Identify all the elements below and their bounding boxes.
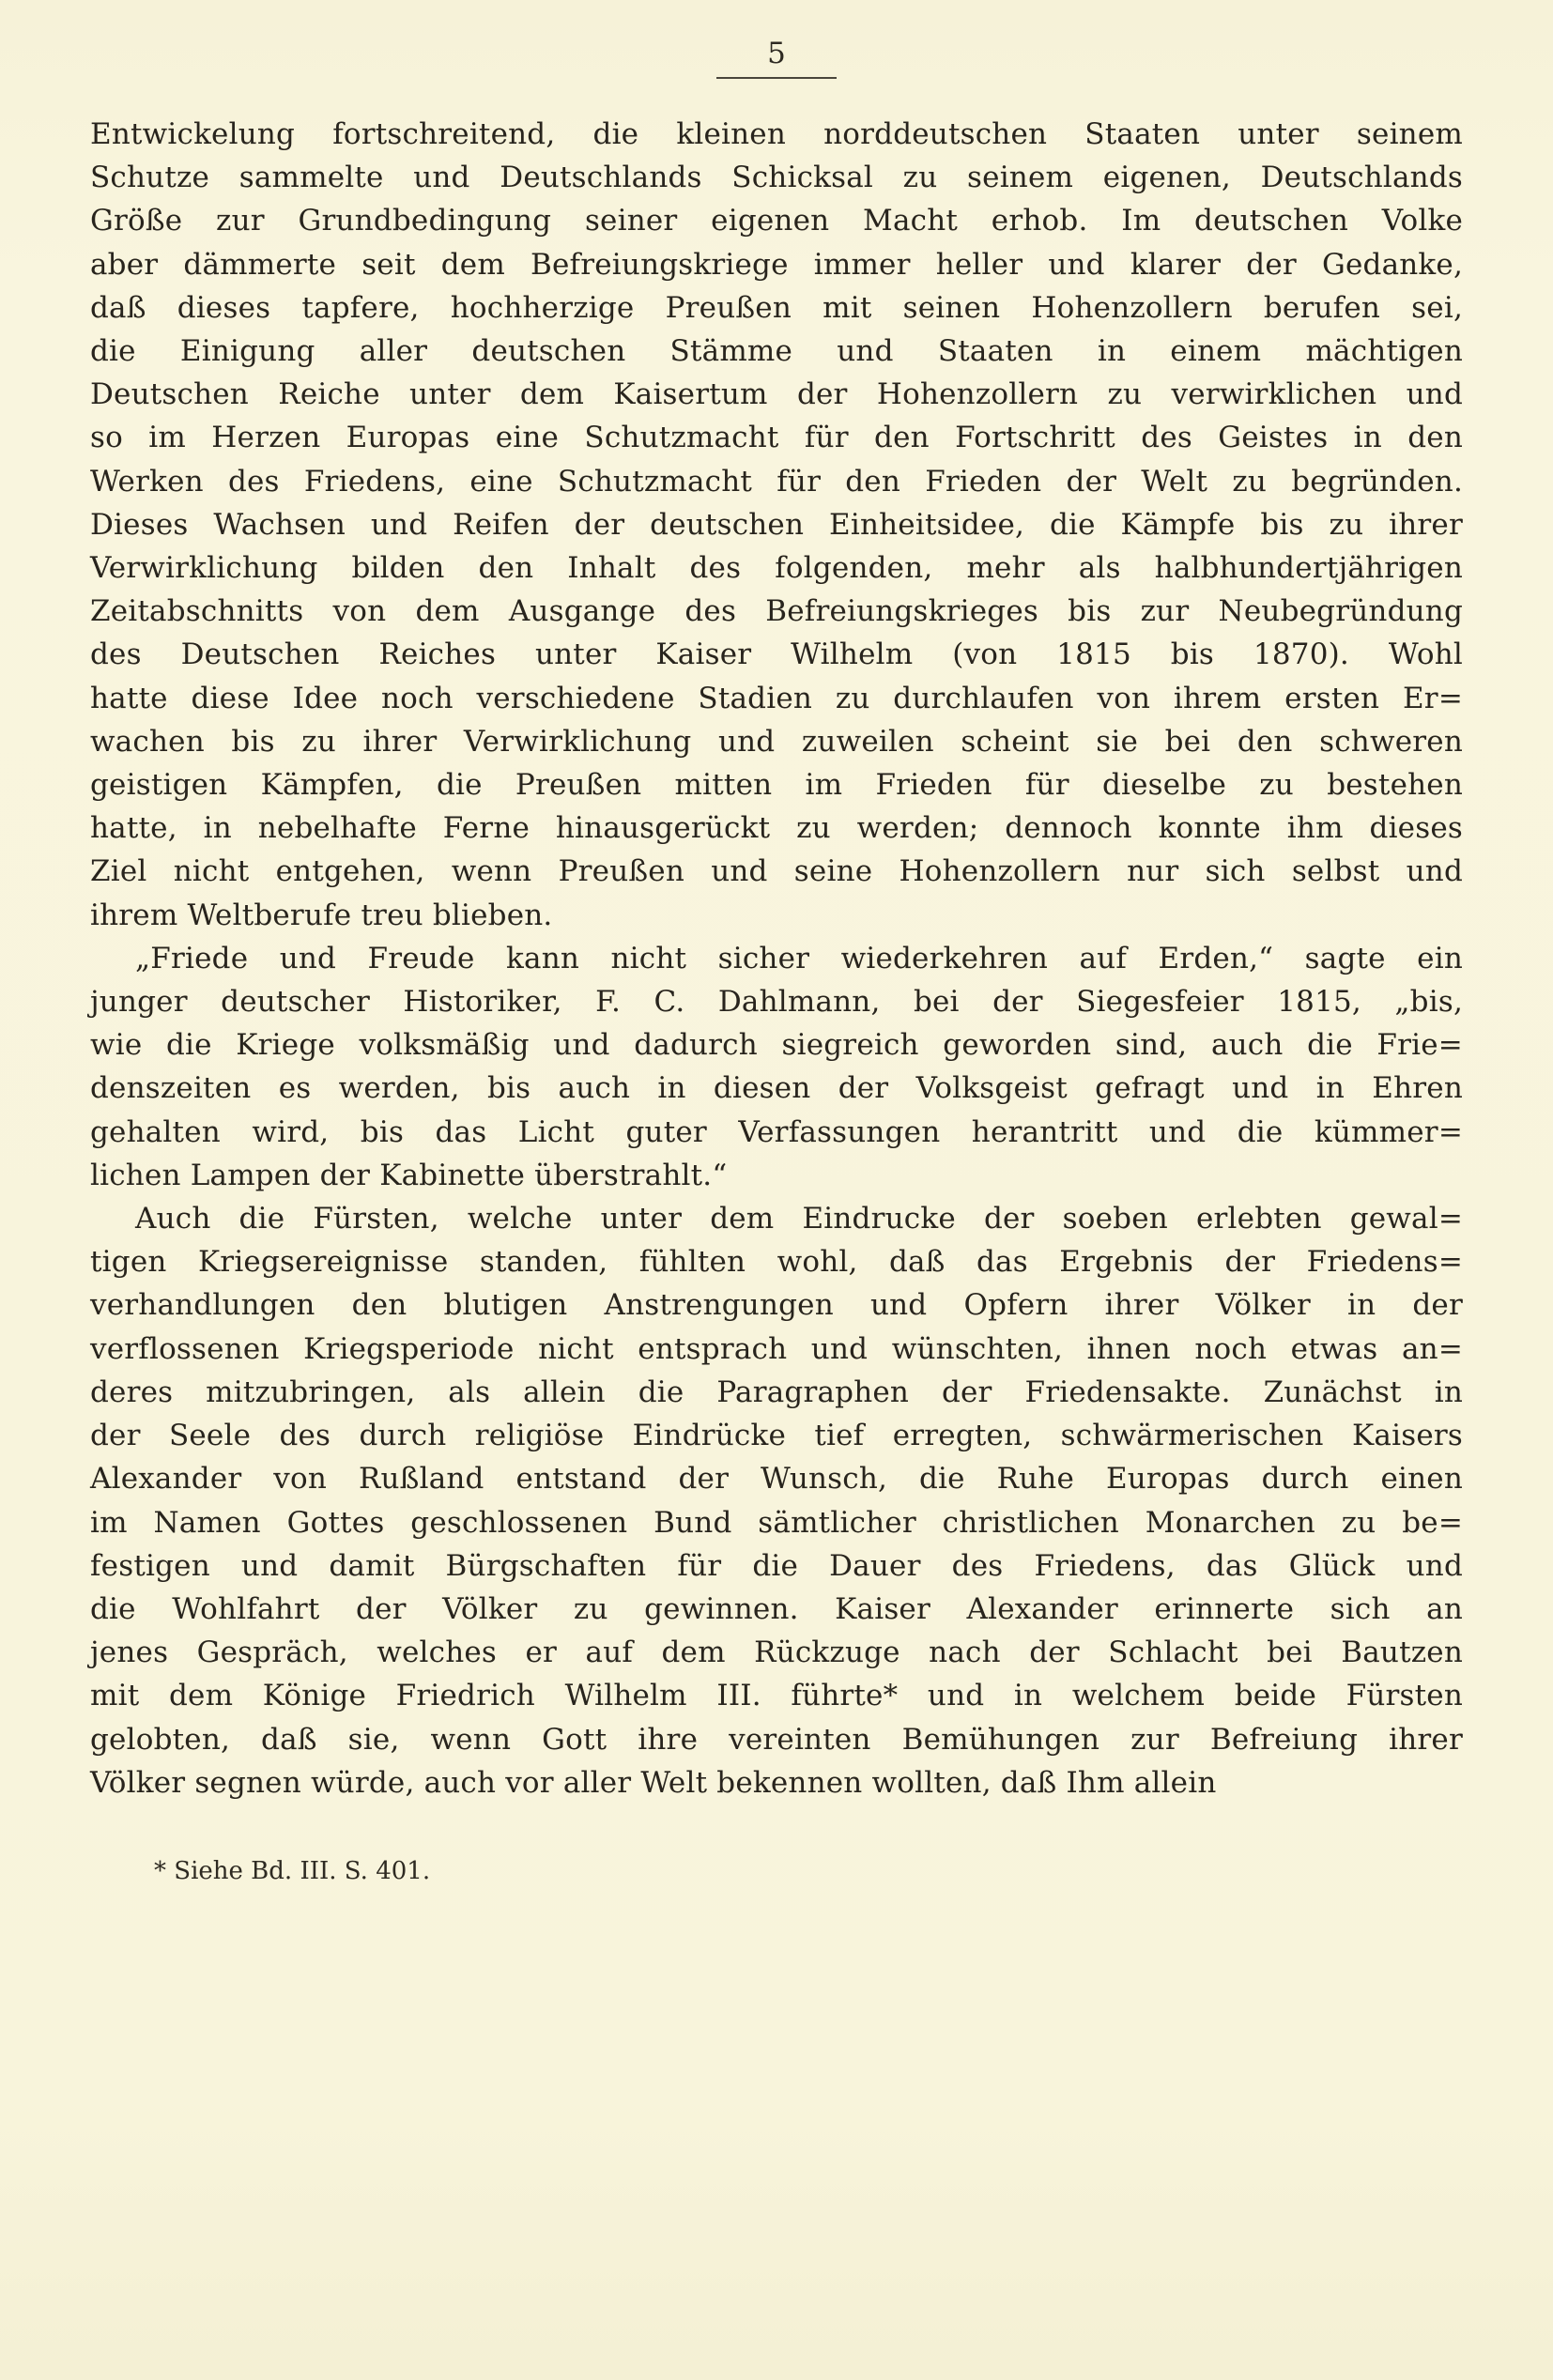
text-line: verflossenen Kriegsperiode nicht entsprach und wünschten, ihnen noch etwas an= — [90, 1331, 1463, 1366]
text-line: Alexander von Rußland entstand der Wunsch, die Ruhe Europas durch einen — [90, 1462, 1463, 1497]
text-line: im Namen Gottes geschlossenen Bund sämtlicher christlichen Monarchen zu be= — [90, 1505, 1463, 1540]
text-line: hatte diese Idee noch verschiedene Stadien zu durchlaufen von ihrem ersten Er= — [90, 681, 1463, 715]
text-line: Dieses Wachsen und Reifen der deutschen Einheitsidee, die Kämpfe bis zu ihrer — [90, 507, 1463, 542]
text-line: Größe zur Grundbedingung seiner eigenen Macht erhob. Im deutschen Volke — [90, 204, 1463, 238]
text-line: Entwickelung fortschreitend, die kleinen norddeutschen Staaten unter seinem — [90, 117, 1463, 151]
text-line: geistigen Kämpfen, die Preußen mitten im Frieden für dieselbe zu bestehen — [90, 768, 1463, 803]
text-line: gehalten wird, bis das Licht guter Verfassungen herantritt und die kümmer= — [90, 1114, 1463, 1149]
text-line: Ziel nicht entgehen, wenn Preußen und seine Hohenzollern nur sich selbst und — [90, 854, 1463, 889]
text-line: denszeiten es werden, bis auch in diesen der Volksgeist gefragt und in Ehren — [90, 1071, 1463, 1106]
text-line: verhandlungen den blutigen Anstrengungen und Opfern ihrer Völker in der — [90, 1288, 1463, 1323]
text-line: junger deutscher Historiker, F. C. Dahlmann, bei der Siegesfeier 1815, „bis, — [90, 985, 1463, 1020]
text-line: „Friede und Freude kann nicht sicher wiederkehren auf Erden,“ sagte ein — [135, 941, 1463, 975]
text-line: lichen Lampen der Kabinette überstrahlt.“ — [90, 1158, 728, 1192]
page-header — [90, 38, 1463, 79]
paragraph — [90, 937, 1463, 1197]
text-line: Schutze sammelte und Deutschlands Schicksal zu seinem eigenen, Deutschlands — [90, 161, 1463, 195]
text-line: die Wohlfahrt der Völker zu gewinnen. Kaiser Alexander erinnerte sich an — [90, 1591, 1463, 1626]
body-text — [90, 113, 1463, 1804]
page-number-rule — [716, 77, 837, 79]
text-line: die Einigung aller deutschen Stämme und Staaten in einem mächtigen — [90, 334, 1463, 369]
text-line: Zeitabschnitts von dem Ausgange des Befreiungskrieges bis zur Neubegründung — [90, 594, 1463, 629]
text-line: wachen bis zu ihrer Verwirklichung und zuweilen scheint sie bei den schweren — [90, 724, 1463, 759]
page-number: 5 — [767, 37, 786, 70]
text-line: Völker segnen würde, auch vor aller Welt bekennen wollten, daß Ihm allein — [90, 1765, 1217, 1800]
footnote-area — [90, 1857, 1463, 1885]
text-line: mit dem Könige Friedrich Wilhelm III. führte* und in welchem beide Fürsten — [90, 1679, 1463, 1713]
text-line: jenes Gespräch, welches er auf dem Rückzuge nach der Schlacht bei Bautzen — [90, 1635, 1463, 1670]
text-line: wie die Kriege volksmäßig und dadurch siegreich geworden sind, auch die Frie= — [90, 1028, 1463, 1063]
text-line: hatte, in nebelhafte Ferne hinausgerückt zu werden; dennoch konnte ihm dieses — [90, 811, 1463, 846]
text-line: des Deutschen Reiches unter Kaiser Wilhelm (von 1815 bis 1870). Wohl — [90, 637, 1463, 672]
paragraph — [90, 1197, 1463, 1804]
text-line: der Seele des durch religiöse Eindrücke tief erregten, schwärmerischen Kaisers — [90, 1419, 1463, 1453]
text-line: tigen Kriegsereignisse standen, fühlten wohl, daß das Ergebnis der Friedens= — [90, 1245, 1463, 1280]
text-line: festigen und damit Bürgschaften für die Dauer des Friedens, das Glück und — [90, 1548, 1463, 1583]
text-line: aber dämmerte seit dem Befreiungskriege immer heller und klarer der Gedanke, — [90, 247, 1463, 282]
footnote: * Siehe Bd. III. S. 401. — [154, 1856, 431, 1885]
text-line: Auch die Fürsten, welche unter dem Eindrucke der soeben erlebten gewal= — [135, 1202, 1463, 1236]
text-line: so im Herzen Europas eine Schutzmacht für den Fortschritt des Geistes in den — [90, 421, 1463, 455]
text-line: daß dieses tapfere, hochherzige Preußen mit seinen Hohenzollern berufen sei, — [90, 290, 1463, 325]
text-line: ihrem Weltberufe treu blieben. — [90, 898, 553, 932]
text-line: Deutschen Reiche unter dem Kaisertum der Hohenzollern zu verwirklichen und — [90, 377, 1463, 412]
text-line: Verwirklichung bilden den Inhalt des folgenden, mehr als halbhundertjährigen — [90, 551, 1463, 586]
text-line: Werken des Friedens, eine Schutzmacht für den Frieden der Welt zu begründen. — [90, 464, 1463, 499]
text-line: gelobten, daß sie, wenn Gott ihre vereinten Bemühungen zur Befreiung ihrer — [90, 1722, 1463, 1757]
text-line: deres mitzubringen, als allein die Paragraphen der Friedensakte. Zunächst in — [90, 1374, 1463, 1409]
paragraph — [90, 113, 1463, 937]
